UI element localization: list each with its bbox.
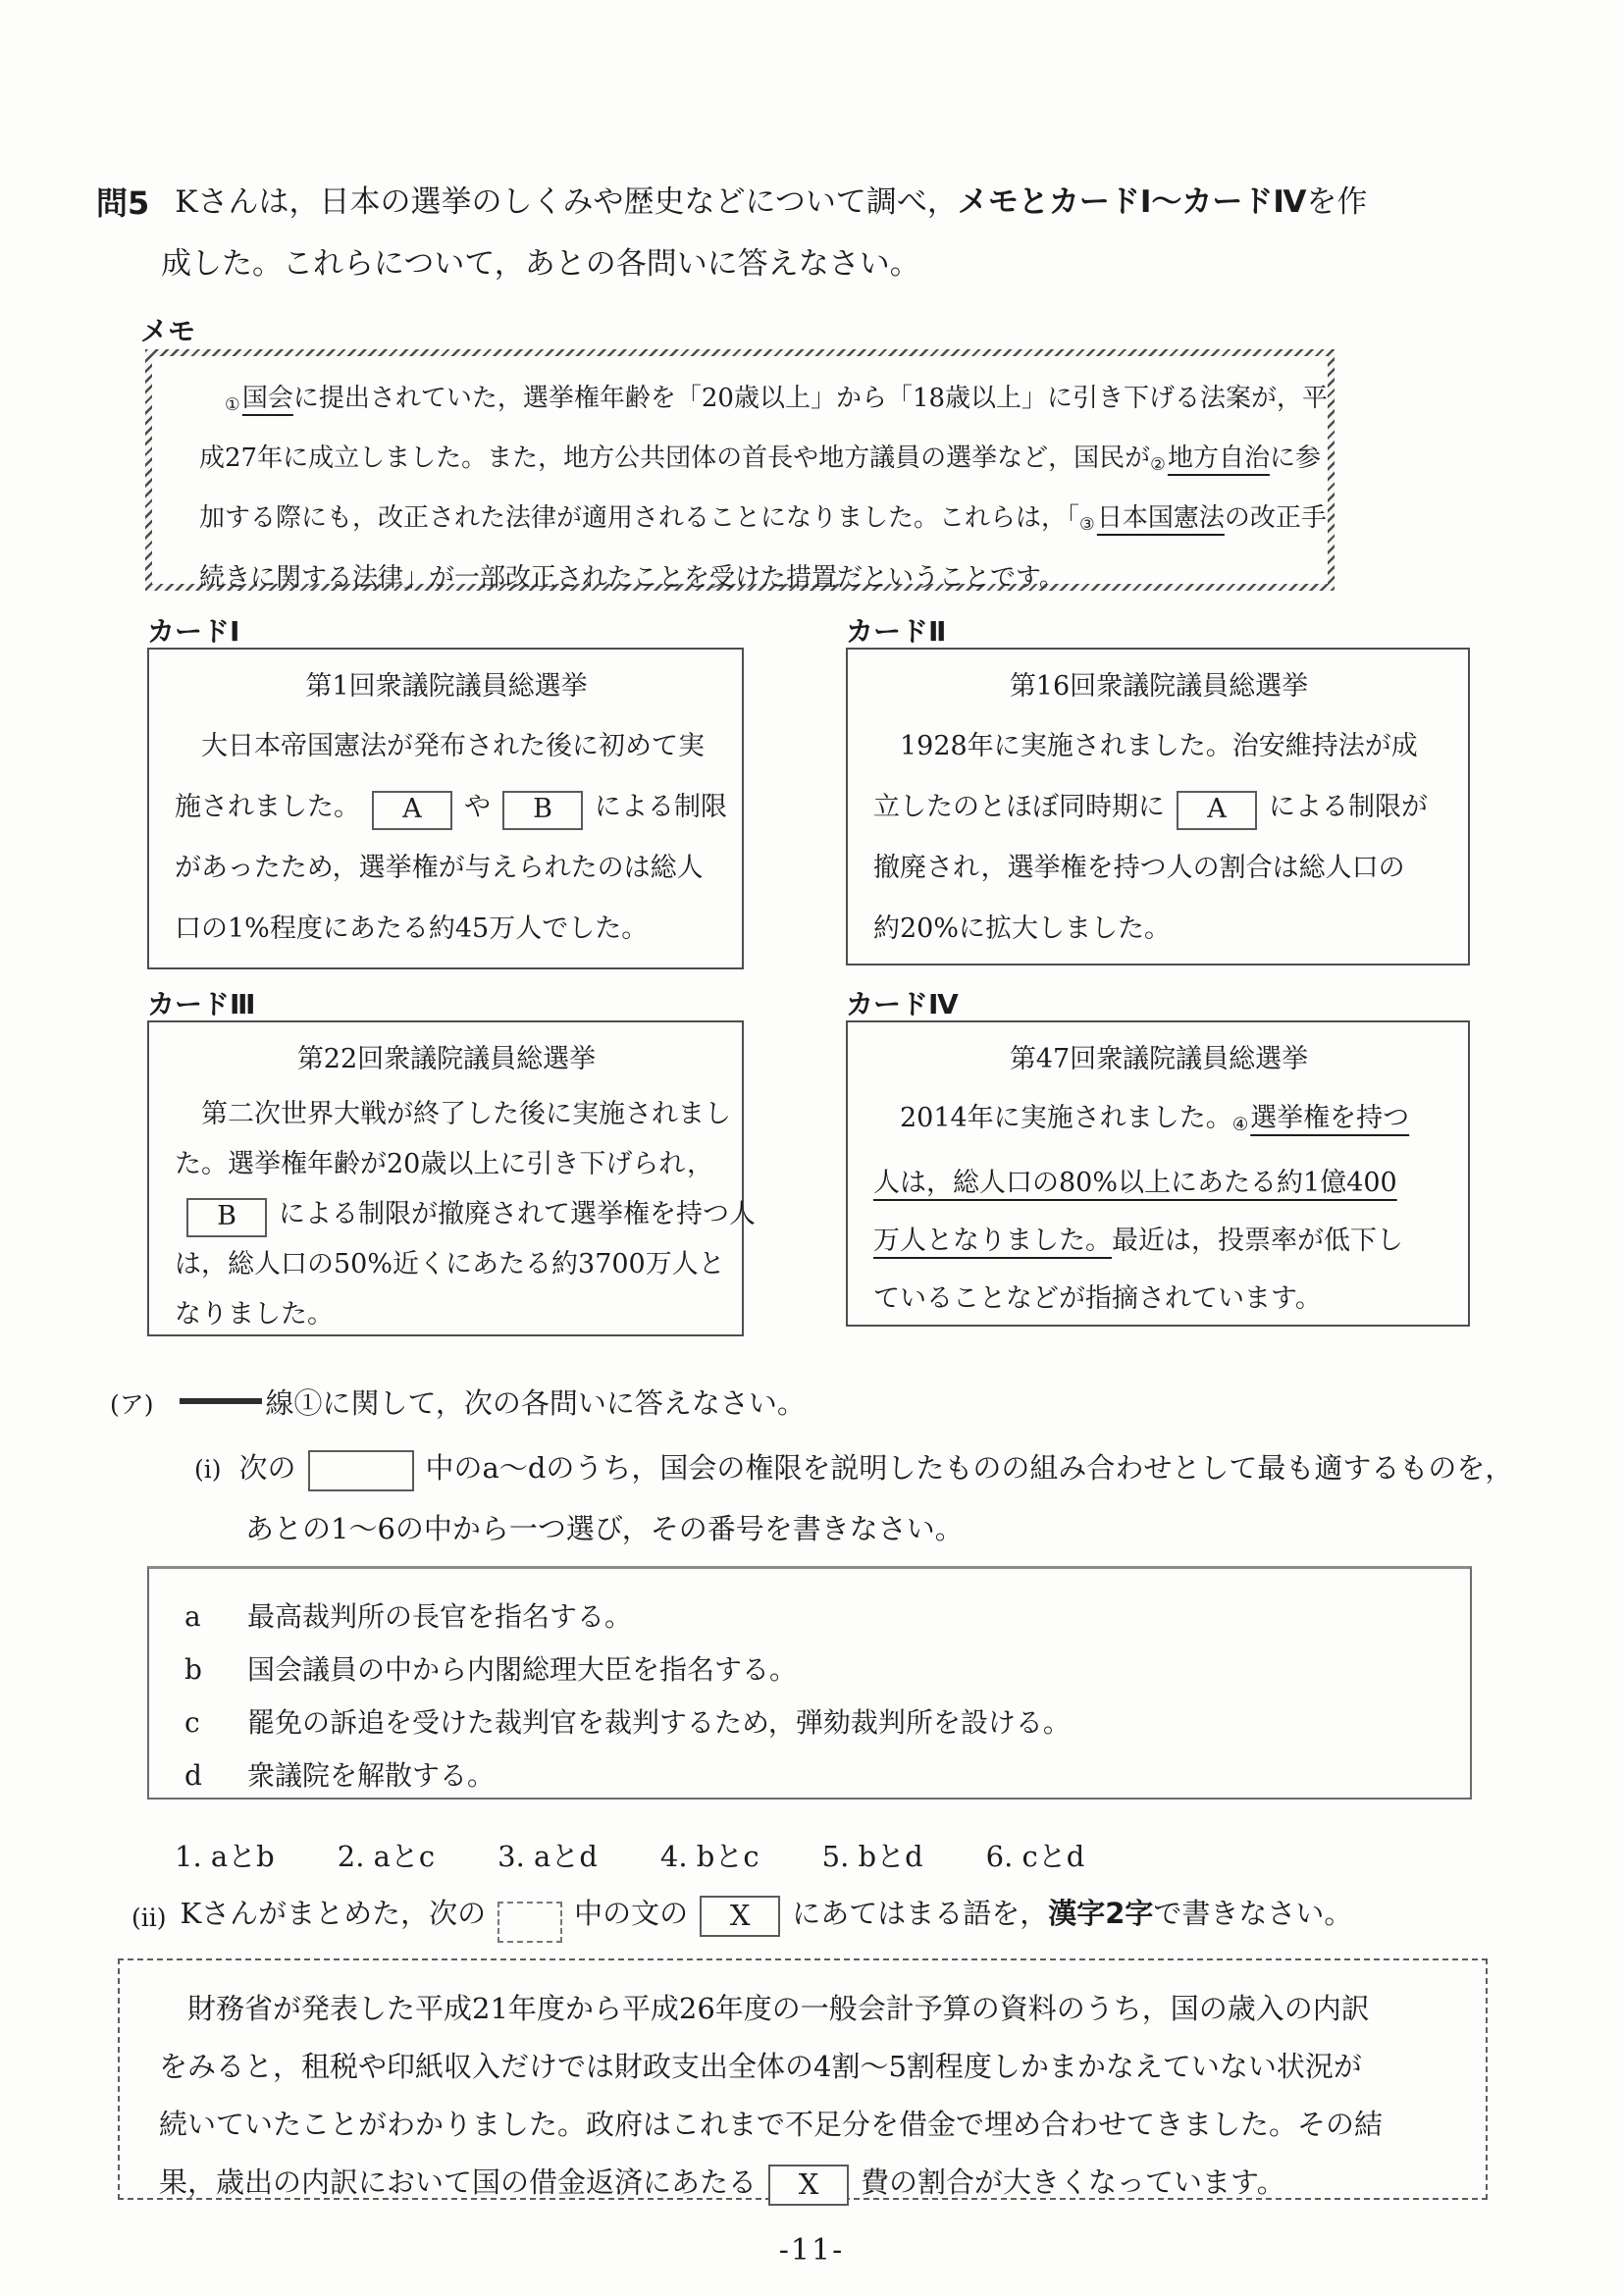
text-segment: ていることなどが指摘されています。 — [873, 1283, 1322, 1315]
text-line — [175, 1089, 731, 1139]
text-segment: 中のa～dのうち，国会の権限を説明したものの組み合わせとして最も適するものを， — [425, 1451, 1514, 1485]
text-line — [873, 716, 1444, 777]
text-line — [873, 899, 1444, 960]
card2-body — [873, 716, 1444, 960]
card2-label: カードⅡ — [846, 615, 947, 648]
text-line — [175, 716, 718, 777]
answer-box: X — [700, 1896, 780, 1937]
circled-number: ④ — [1231, 1115, 1249, 1136]
text-line — [184, 1591, 1450, 1644]
text-line — [159, 2154, 1452, 2212]
question-text — [175, 183, 1367, 224]
text-segment: 国会 — [241, 384, 293, 413]
card2-box — [846, 648, 1470, 965]
card3-title: 第22回衆議院議員総選挙 — [296, 1044, 597, 1074]
text-line — [159, 1980, 1452, 2038]
text-segment: 約20%に拡大しました。 — [873, 913, 1172, 944]
card3-label: カードⅢ — [147, 988, 256, 1020]
text-line — [199, 492, 1327, 551]
text-segment: 最高裁判所の長官を指名する。 — [247, 1600, 633, 1633]
text-segment: を作 — [1306, 184, 1368, 220]
answer-box: B — [186, 1198, 267, 1237]
text-segment: d — [184, 1759, 202, 1792]
memo-label: メモ — [140, 315, 196, 347]
question-number: 問5 — [96, 184, 150, 222]
subquestion-a — [110, 1385, 806, 1423]
text-line — [199, 432, 1321, 492]
subquestion-ii-label: (ii) — [131, 1903, 167, 1932]
subquestion-ii — [131, 1892, 1564, 1943]
text-segment: 加する際にも，改正された法律が適用されることになりました。これらは，「 — [199, 502, 1080, 533]
text-segment: 地方自治 — [1167, 443, 1270, 473]
card2-title: 第16回衆議院議員総選挙 — [1009, 671, 1309, 702]
question-header-line2 — [161, 244, 1548, 286]
subquestion-i — [194, 1446, 1568, 1547]
text-segment: や — [464, 792, 491, 822]
circled-number: ③ — [1079, 514, 1095, 535]
text-line — [873, 777, 1444, 838]
text-segment: 撤廃され，選挙権を持つ人の割合は総人口の — [873, 853, 1405, 883]
text-segment: た。選挙権年齢が20歳以上に引き下げられ， — [175, 1149, 713, 1179]
card1-body — [175, 716, 727, 960]
text-line — [175, 838, 718, 899]
answer-box: A — [372, 791, 452, 830]
text-segment: c — [184, 1706, 200, 1739]
card1-title: 第1回衆議院議員総選挙 — [305, 671, 588, 702]
text-line — [199, 551, 1286, 604]
answer-box — [308, 1450, 414, 1491]
text-segment: 4. bとc — [659, 1840, 759, 1873]
text-segment: 3. aとd — [497, 1840, 598, 1873]
card4-body — [873, 1089, 1444, 1328]
text-segment: 第二次世界大戦が終了した後に実施されまし — [201, 1099, 731, 1129]
answer-box: X — [768, 2165, 849, 2206]
text-segment: 6. cとd — [985, 1840, 1085, 1873]
answer-choices — [175, 1835, 1147, 1875]
memo-box — [145, 349, 1335, 591]
text-segment: 施されました。 — [175, 792, 360, 822]
text-segment: 財務省が発表した平成21年度から平成26年度の一般会計予算の資料のうち，国の歳入の内訳 — [187, 1992, 1370, 2025]
text-segment: 衆議院を解散する。 — [247, 1759, 496, 1792]
text-segment: 2. aとc — [337, 1840, 436, 1873]
text-segment: 成27年に成立しました。また，地方公共団体の首長や地方議員の選挙など，国民が — [199, 443, 1151, 473]
card3-box — [147, 1020, 756, 1336]
text-segment: 選挙権を持つ — [1250, 1103, 1410, 1133]
text-line — [873, 1154, 1444, 1212]
text-segment: 1928年に実施されました。治安維持法が成 — [900, 731, 1418, 761]
text-segment: 国会議員の中から内閣総理大臣を指名する。 — [247, 1653, 798, 1686]
text-line — [199, 372, 1329, 432]
text-segment: 漢字2字 — [1048, 1897, 1154, 1930]
text-line — [873, 1270, 1444, 1328]
text-segment: 大日本帝国憲法が発布された後に初めて実 — [201, 731, 705, 761]
text-segment: による制限が — [1269, 792, 1428, 822]
text-segment: あとの1～6の中から一つ選び，その番号を書きなさい。 — [245, 1512, 964, 1546]
text-line — [184, 1696, 1450, 1749]
subquestion-ii-text — [181, 1892, 1353, 1943]
text-line — [159, 2096, 1452, 2154]
text-line — [175, 1289, 718, 1339]
text-segment: による制限が撤廃されて選挙権を持つ人 — [279, 1199, 756, 1229]
text-line — [184, 1749, 1450, 1802]
text-segment: にあてはまる語を， — [792, 1897, 1049, 1930]
text-segment: Kさんがまとめた，次の — [180, 1897, 487, 1930]
question-header — [96, 183, 1548, 286]
text-segment: 次の — [238, 1451, 296, 1485]
text-segment: をみると，租税や印紙収入だけでは財政支出全体の4割～5割程度しかまかなえていない状況が — [159, 2050, 1362, 2083]
subquestion-a-label: (ア) — [110, 1390, 154, 1419]
card4-label: カードⅣ — [846, 988, 959, 1020]
answer-box: A — [1177, 791, 1257, 830]
text-line — [175, 1189, 756, 1239]
answer-box — [497, 1902, 562, 1943]
text-segment: 最近は，投票率が低下し — [1112, 1226, 1403, 1257]
text-segment: 5. bとd — [821, 1840, 923, 1873]
text-line — [873, 838, 1444, 899]
circled-number: ① — [225, 394, 240, 415]
text-segment: メモとカードⅠ～カードⅣ — [957, 184, 1307, 220]
text-line — [175, 1139, 718, 1189]
memo-body — [152, 356, 1329, 593]
text-segment: b — [184, 1653, 202, 1686]
card3-body — [175, 1089, 756, 1339]
options-box — [147, 1566, 1472, 1800]
text-segment: 中の文の — [574, 1897, 689, 1930]
circled-number: ② — [1150, 454, 1166, 475]
text-segment: 罷免の訴追を受けた裁判官を裁判するため，弾劾裁判所を設ける。 — [247, 1706, 1071, 1739]
text-segment: 日本国憲法 — [1096, 502, 1225, 533]
question-header-line1 — [96, 183, 1548, 225]
text-line — [159, 2038, 1452, 2096]
text-segment: a — [184, 1600, 201, 1633]
text-segment: 続きに関する法律」が一部改正されたことを受けた措置だということです。 — [199, 562, 1065, 593]
text-line — [175, 777, 727, 838]
text-segment: による制限 — [595, 792, 727, 822]
text-segment: 人は，総人口の80%以上にあたる約1億400 — [873, 1168, 1397, 1199]
text-segment: 立したのとほぼ同時期に — [873, 792, 1165, 822]
text-segment: 1. aとb — [175, 1840, 275, 1873]
subquestion-i-label: (i) — [194, 1454, 222, 1484]
text-segment: なりました。 — [175, 1299, 334, 1330]
text-segment: に参 — [1269, 443, 1321, 473]
text-segment: に提出されていた，選挙権年齢を「20歳以上」から「18歳以上」に引き下げる法案が，平 — [292, 384, 1329, 413]
text-line — [175, 1239, 725, 1289]
text-line — [873, 1089, 1444, 1154]
text-segment: 万人となりました。 — [873, 1226, 1112, 1257]
text-segment: 成した。これらについて，あとの各問いに答えなさい。 — [161, 246, 920, 283]
text-segment: 果，歳出の内訳において国の借金返済にあたる — [159, 2166, 758, 2199]
card4-title: 第47回衆議院議員総選挙 — [1009, 1044, 1309, 1074]
card1-box — [147, 648, 744, 969]
card4-box — [846, 1020, 1470, 1327]
text-segment: 費の割合が大きくなっています。 — [861, 2166, 1285, 2199]
text-line — [873, 1212, 1444, 1270]
text-segment: 2014年に実施されました。 — [900, 1103, 1232, 1133]
underline-dash — [180, 1398, 262, 1404]
summary-box — [118, 1958, 1488, 2200]
text-line — [184, 1644, 1450, 1696]
page-number: -11- — [778, 2233, 845, 2268]
answer-box: B — [502, 791, 583, 830]
subquestion-i-text — [239, 1446, 1514, 1491]
text-segment: 続いていたことがわかりました。政府はこれまで不足分を借金で埋め合わせてきました。その結 — [159, 2108, 1384, 2141]
subquestion-i-line2 — [245, 1507, 1568, 1547]
subquestion-a-text: 線①に関して，次の各問いに答えなさい。 — [265, 1386, 806, 1420]
text-segment: は，総人口の50%近くにあたる約3700万人と — [175, 1249, 725, 1279]
text-line — [175, 899, 718, 960]
text-segment: があったため，選挙権が与えられたのは総人 — [175, 853, 704, 883]
subquestion-i-line1 — [194, 1446, 1568, 1491]
text-segment: 口の1%程度にあたる約45万人でした。 — [175, 913, 649, 944]
text-segment: の改正手 — [1224, 502, 1327, 533]
card1-label: カードⅠ — [147, 615, 240, 648]
text-segment: で書きなさい。 — [1153, 1897, 1353, 1930]
subquestion-ii-line1 — [131, 1892, 1564, 1943]
text-segment: Kさんは，日本の選挙のしくみや歴史などについて調べ， — [175, 184, 958, 220]
